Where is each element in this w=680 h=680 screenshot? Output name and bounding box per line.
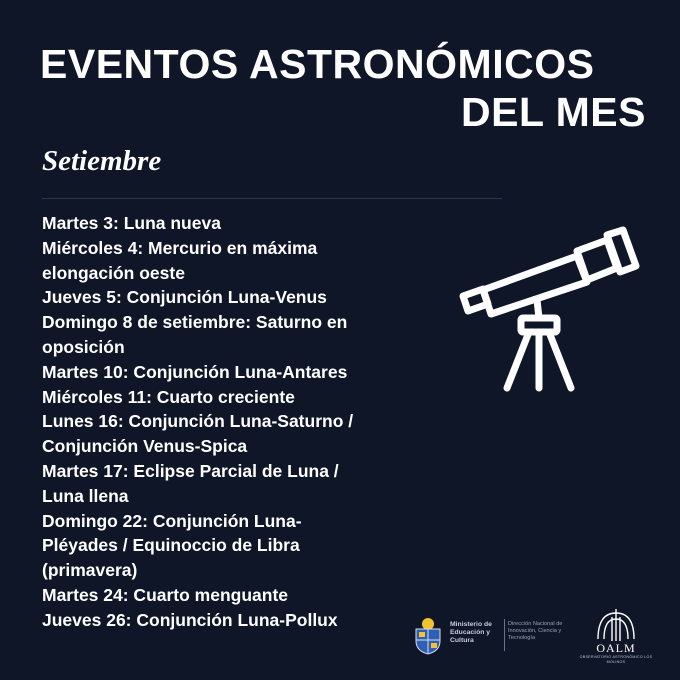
event-line: Conjunción Venus-Spica <box>42 436 248 457</box>
event-line: Pléyades / Equinoccio de Libra <box>42 535 300 556</box>
divider <box>42 198 502 199</box>
event-line: Martes 10: Conjunción Luna-Antares <box>42 361 348 382</box>
ministry-name: Ministerio de Educación y Cultura <box>450 621 492 644</box>
oalm-subtitle: OBSERVATORIO ASTRONÓMICO LOS MOLINOS <box>579 655 653 664</box>
logo-separator <box>504 619 505 651</box>
month-heading: Setiembre <box>42 145 162 177</box>
direction-name: Dirección Nacional de Innovación, Ciencia y Tecnología <box>508 621 563 641</box>
event-line: Martes 3: Luna nueva <box>42 213 221 233</box>
event-line: Jueves 26: Conjunción Luna-Pollux <box>42 609 338 630</box>
event-line: Lunes 16: Conjunción Luna-Saturno / <box>42 411 354 432</box>
event-line: Miércoles 11: Cuarto creciente <box>42 386 295 407</box>
page-title <box>40 40 650 136</box>
event-line: (primavera) <box>42 560 138 581</box>
events-list <box>42 211 442 633</box>
event-line: Miércoles 4: Mercurio en máxima <box>42 237 318 258</box>
telescope-icon <box>455 218 640 398</box>
title-line-1: EVENTOS ASTRONÓMICOS <box>40 41 595 87</box>
event-line: Domingo 8 de setiembre: Saturno en <box>42 312 348 333</box>
event-line: Domingo 22: Conjunción Luna- <box>42 510 302 531</box>
title-line-2: DEL MES <box>461 89 646 135</box>
event-line: Martes 24: Cuarto menguante <box>42 584 289 605</box>
event-line: Jueves 5: Conjunción Luna-Venus <box>42 287 327 308</box>
ministry-logo <box>412 615 582 657</box>
uruguay-shield-icon <box>412 617 444 655</box>
oalm-wordmark: OALM <box>596 641 636 655</box>
event-line: oposición <box>42 336 125 357</box>
event-line: elongación oeste <box>42 262 185 283</box>
event-line: Martes 17: Eclipse Parcial de Luna / <box>42 460 339 481</box>
event-line: Luna llena <box>42 485 129 506</box>
oalm-logo <box>576 605 656 665</box>
